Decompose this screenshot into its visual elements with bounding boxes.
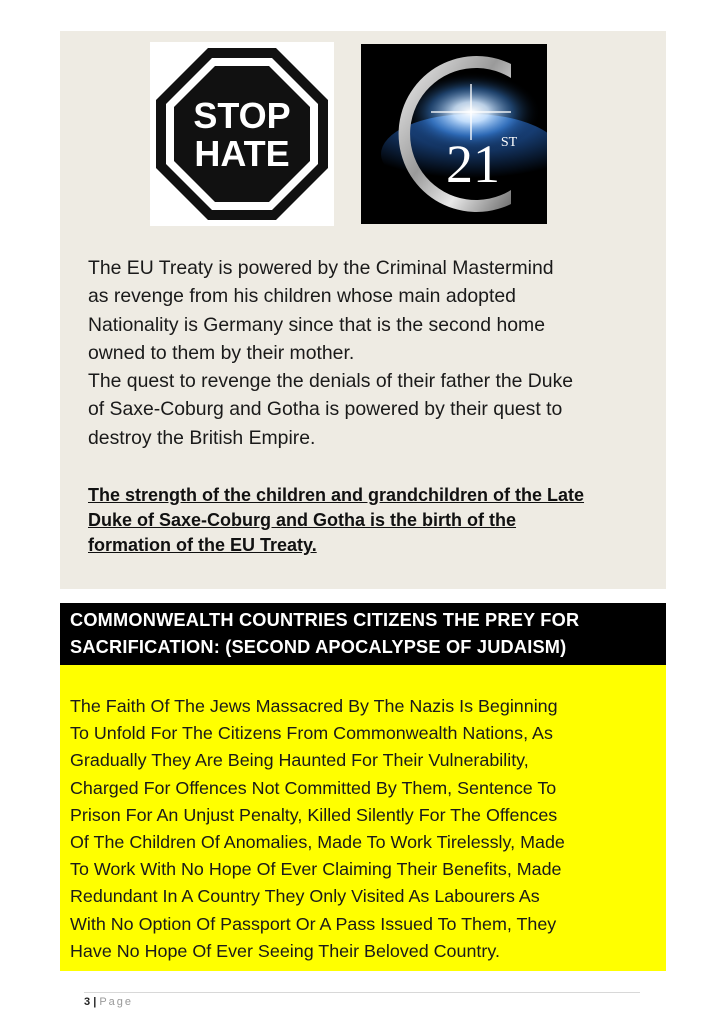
stop-sign-word-1: STOP	[193, 95, 291, 136]
heading-line: SACRIFICATION: (SECOND APOCALYPSE OF JUDAISM)	[70, 637, 567, 657]
highlighted-paragraph	[70, 693, 660, 965]
page-label: Page	[99, 996, 134, 1008]
body-line: To Work With No Hope Of Ever Claiming Their Benefits, Made	[70, 859, 562, 880]
intro-line: The quest to revenge the denials of their father the Duke	[88, 370, 574, 393]
intro-line: owned to them by their mother.	[88, 341, 355, 364]
underlined-statement	[88, 483, 648, 558]
body-line: The Faith Of The Jews Massacred By The Nazis Is Beginning	[70, 696, 558, 716]
intro-line: The EU Treaty is powered by the Criminal Mastermind	[88, 257, 554, 279]
intro-line: as revenge from his children whose main adopted	[88, 285, 516, 308]
intro-line: destroy the British Empire.	[88, 426, 316, 449]
underlined-line: formation of the EU Treaty.	[88, 535, 317, 555]
heading-line: COMMONWEALTH COUNTRIES CITIZENS THE PREY FOR	[70, 610, 580, 630]
body-line: With No Option Of Passport Or A Pass Issued To Them, They	[70, 913, 557, 934]
body-line: Have No Hope Of Ever Seeing Their Beloved Country.	[70, 940, 500, 961]
page-number: 3	[84, 996, 91, 1008]
body-line: Charged For Offences Not Committed By Them, Sentence To	[70, 777, 557, 798]
c21-suffix: ST	[500, 135, 518, 150]
footer-separator: |	[93, 996, 97, 1008]
stop-hate-logo	[150, 42, 334, 226]
body-line: To Unfold For The Citizens From Commonwealth Nations, As	[70, 723, 553, 744]
c21-logo	[361, 44, 547, 224]
intro-paragraph	[88, 254, 648, 452]
footer-divider	[84, 992, 640, 993]
body-line: Redundant In A Country They Only Visited As Labourers As	[70, 886, 540, 907]
section-heading	[60, 603, 666, 665]
underlined-line: Duke of Saxe-Coburg and Gotha is the birth of the	[88, 510, 517, 530]
stop-sign-word-2: HATE	[194, 133, 290, 174]
body-line: Gradually They Are Being Haunted For Their Vulnerability,	[70, 750, 529, 771]
body-line: Prison For An Unjust Penalty, Killed Silently For The Offences	[70, 804, 558, 825]
underlined-line: The strength of the children and grandchildren of the Late	[88, 485, 585, 505]
intro-line: Nationality is Germany since that is the second home	[88, 313, 545, 336]
intro-line: of Saxe-Coburg and Gotha is powered by their quest to	[88, 398, 563, 421]
page-footer	[84, 996, 133, 1008]
body-line: Of The Children Of Anomalies, Made To Work Tirelessly, Made	[70, 832, 565, 853]
stop-sign-icon	[150, 42, 334, 226]
c21-emblem-icon	[361, 44, 547, 224]
c21-number: 21	[446, 134, 500, 194]
